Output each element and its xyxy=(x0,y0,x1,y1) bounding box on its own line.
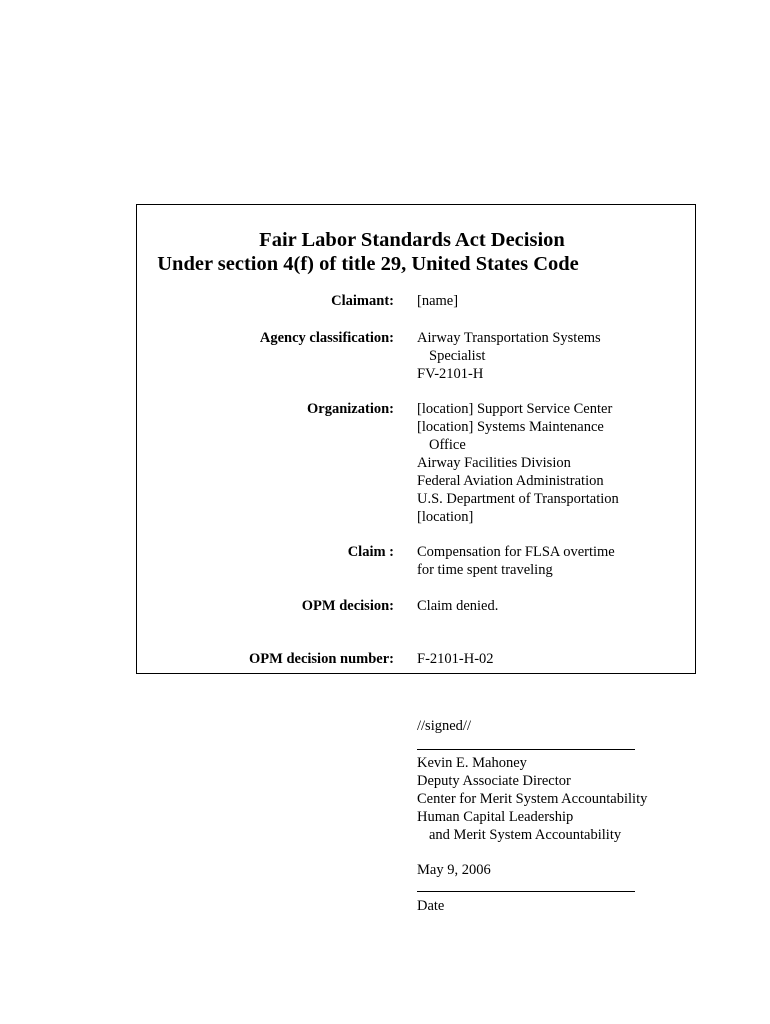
signer-block xyxy=(417,754,647,844)
signer-title-line: Center for Merit System Accountability xyxy=(417,791,648,807)
opm-decision-label: OPM decision: xyxy=(301,598,394,614)
organization-value xyxy=(417,400,619,526)
title-line-1: Fair Labor Standards Act Decision xyxy=(259,229,565,251)
claim-value xyxy=(417,543,615,579)
agency-classification-line: Airway Transportation Systems xyxy=(417,330,601,346)
organization-line: Airway Facilities Division xyxy=(417,455,571,471)
date-label: Date xyxy=(417,898,445,914)
opm-decision-number-value: F-2101-H-02 xyxy=(417,651,494,667)
organization-line: [location] Systems Maintenance xyxy=(417,419,604,435)
title-line-2: Under section 4(f) of title 29, United States Code xyxy=(157,253,579,275)
claimant-value: [name] xyxy=(417,293,459,309)
signer-name: Kevin E. Mahoney xyxy=(417,755,527,771)
claim-label: Claim : xyxy=(347,544,394,560)
agency-classification-line: FV-2101-H xyxy=(417,366,484,382)
opm-decision-number-label: OPM decision number: xyxy=(249,651,394,667)
organization-line: Federal Aviation Administration xyxy=(417,473,604,489)
document-title xyxy=(136,228,696,276)
organization-line: [location] xyxy=(417,509,474,525)
signer-title-line: Human Capital Leadership xyxy=(417,809,574,825)
agency-classification-label: Agency classification: xyxy=(259,330,394,346)
signer-title-line: Deputy Associate Director xyxy=(417,773,571,789)
organization-line: [location] Support Service Center xyxy=(417,401,613,417)
organization-label: Organization: xyxy=(307,401,394,417)
claimant-label: Claimant: xyxy=(331,293,394,309)
organization-line: U.S. Department of Transportation xyxy=(417,491,619,507)
signature-line xyxy=(417,749,635,750)
claim-line: for time spent traveling xyxy=(417,562,553,578)
agency-classification-line: Specialist xyxy=(429,348,486,364)
date-line xyxy=(417,891,635,892)
signer-title-line: and Merit System Accountability xyxy=(429,827,622,843)
opm-decision-value: Claim denied. xyxy=(417,598,499,614)
signed-mark: //signed// xyxy=(417,718,471,734)
agency-classification-value xyxy=(417,329,601,383)
organization-line: Office xyxy=(429,437,466,453)
signature-date: May 9, 2006 xyxy=(417,862,491,878)
claim-line: Compensation for FLSA overtime xyxy=(417,544,615,560)
